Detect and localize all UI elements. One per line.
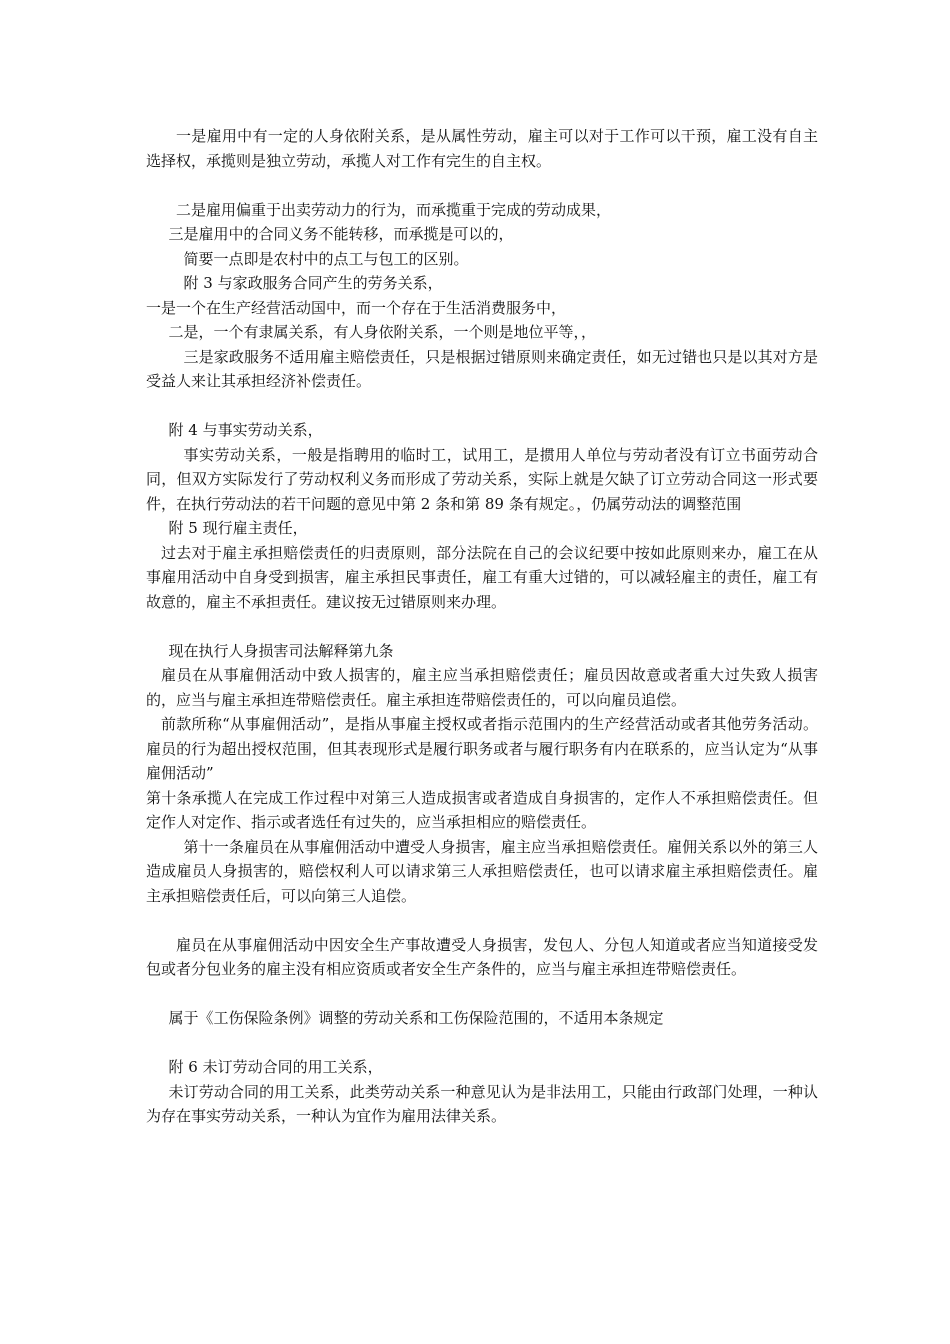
paragraph: 附 3 与家政服务合同产生的劳务关系， xyxy=(183,274,443,292)
blank-line xyxy=(146,908,818,933)
paragraph: 属于《工伤保险条例》调整的劳动关系和工伤保险范围的，不适用本条规定 xyxy=(168,1009,664,1027)
paragraph: 简要一点即是农村中的点工与包工的区别。 xyxy=(183,249,469,268)
paragraph: 附 4 与事实劳动关系， xyxy=(168,421,323,439)
paragraph: 第十一条雇员在从事雇佣活动中遭受人身损害，雇主应当承担赔偿责任。雇佣关系以外的第三人造成雇员人身损害的，赔偿权利人可以请求第三人承担赔偿责任，也可以请求雇主承担赔偿责任。雇主承担赔偿责任后，可以向第三人追偿。 xyxy=(146,837,818,905)
paragraph: 现在执行人身损害司法解释第九条 xyxy=(168,641,394,660)
paragraph: 第十条承揽人在完成工作过程中对第三人造成损害或者造成自身损害的，定作人不承担赔偿责任。但定作人对定作、指示或者选任有过失的，应当承担相应的赔偿责任。 xyxy=(146,788,818,831)
paragraph: 附 5 现行雇主责任， xyxy=(168,519,308,537)
blank-line xyxy=(146,982,818,1007)
paragraph: 一是一个在生产经营活动国中，而一个存在于生活消费服务中， xyxy=(146,298,567,317)
paragraph: 雇员在从事雇佣活动中致人损害的，雇主应当承担赔偿责任；雇员因故意或者重大过失致人损害的，应当与雇主承担连带赔偿责任。雇主承担连带赔偿责任的，可以向雇员追偿。 xyxy=(146,666,818,709)
paragraph: 二是雇用偏重于出卖劳动力的行为，而承揽重于完成的劳动成果， xyxy=(176,200,612,219)
paragraph: 附 6 未订劳动合同的用工关系， xyxy=(168,1058,383,1076)
paragraph: 雇员在从事雇佣活动中因安全生产事故遭受人身损害，发包人、分包人知道或者应当知道接受发包或者分包业务的雇主没有相应资质或者安全生产条件的，应当与雇主承担连带赔偿责任。 xyxy=(146,935,818,978)
paragraph: 三是雇用中的合同义务不能转移，而承揽是可以的， xyxy=(168,225,514,243)
blank-line xyxy=(146,173,818,198)
paragraph: 事实劳动关系，一般是指聘用的临时工，试用工，是掼用人单位与劳动者没有订立书面劳动合同，但双方实际发行了劳动权利义务而形成了劳动关系，实际上就是欠缺了订立劳动合同这一形式要件，在执行劳动法的若干问题的意见中第 2 条和第 89 条有规定。，仍属劳动法的调整范围 xyxy=(146,445,818,513)
paragraph: 三是家政服务不适用雇主赔偿责任，只是根据过错原则来确定责任，如无过错也只是以其对方是受益人来让其承担经济补偿责任。 xyxy=(146,347,818,390)
paragraph: 一是雇用中有一定的人身依附关系，是从属性劳动，雇主可以对于工作可以干预，雇工没有自主选择权，承揽则是独立劳动，承揽人对工作有完生的自主权。 xyxy=(146,127,818,170)
paragraph: 未订劳动合同的用工关系，此类劳动关系一种意见认为是非法用工，只能由行政部门处理，一种认为存在事实劳动关系，一种认为宜作为雇用法律关系。 xyxy=(146,1082,818,1125)
document-body xyxy=(146,124,818,1129)
paragraph: 二是，一个有隶属关系，有人身依附关系，一个则是地位平等，， xyxy=(168,323,597,341)
blank-line xyxy=(146,394,818,419)
paragraph: 前款所称“从事雇佣活动”，是指从事雇主授权或者指示范围内的生产经营活动或者其他劳务活动。雇员的行为超出授权范围，但其表现形式是履行职务或者与履行职务有内在联系的，应当认定为“从事雇佣活动” xyxy=(146,715,818,782)
blank-line xyxy=(146,614,818,639)
blank-line xyxy=(146,1031,818,1056)
paragraph: 过去对于雇主承担赔偿责任的归责原则，部分法院在自己的会议纪要中按如此原则来办，雇工在从事雇用活动中自身受到损害，雇主承担民事责任，雇工有重大过错的，可以减轻雇主的责任，雇工有故意的，雇主不承担责任。建议按无过错原则来办理。 xyxy=(146,543,818,611)
